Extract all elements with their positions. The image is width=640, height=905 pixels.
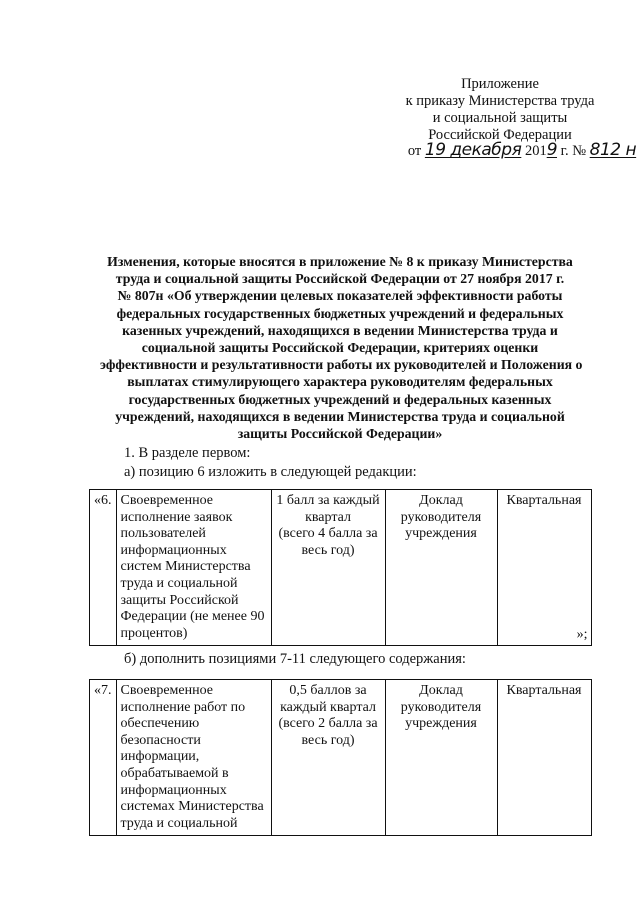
- order-number-label: г. №: [560, 143, 587, 159]
- title-line: государственных бюджетных учреждений и федеральных казенных: [128, 391, 552, 407]
- cell-line: безопасности: [120, 732, 201, 748]
- cell-line: информационных: [120, 782, 227, 798]
- appendix-line: и социальной защиты: [432, 110, 568, 126]
- cell-line: Доклад: [419, 683, 463, 698]
- criterion-description: [116, 680, 271, 836]
- report-form-cell: [385, 490, 497, 646]
- score-cell: [271, 490, 385, 646]
- order-date-handwritten: 19 декабря: [424, 140, 522, 160]
- table-row: [90, 490, 592, 646]
- title-line: Изменения, которые вносятся в приложение № 8 к приказу Министерства: [107, 254, 573, 269]
- cell-line: информационных: [120, 542, 227, 558]
- cell-line: информации,: [120, 749, 200, 765]
- position-number: «6.: [90, 490, 117, 646]
- position-number: «7.: [90, 680, 117, 836]
- title-line: защиты Российской Федерации»: [237, 426, 443, 442]
- cell-line: Доклад: [419, 493, 463, 508]
- closing-quote: »;: [576, 626, 588, 642]
- cell-line: учреждения: [405, 526, 477, 542]
- appendix-line: к приказу Министерства труда: [405, 93, 595, 109]
- cell-line: учреждения: [405, 716, 477, 732]
- cell-line: защиты Российской: [120, 592, 239, 608]
- title-line: труда и социальной защиты Российской Федерации от 27 ноября 2017 г.: [115, 271, 565, 287]
- order-date-number: [402, 142, 640, 160]
- cell-line: труда и социальной: [120, 815, 238, 831]
- cell-line: 0,5 баллов за: [289, 683, 367, 698]
- order-year-handwritten: 9: [546, 140, 558, 160]
- cell-line: обрабатываемой в: [120, 765, 229, 781]
- appendix-block: [380, 76, 637, 162]
- cell-line: системах Министерства: [120, 799, 264, 815]
- cell-line: исполнение работ по: [120, 699, 246, 715]
- cell-line: систем Министерства: [120, 559, 251, 575]
- cell-line: исполнение заявок: [120, 509, 233, 525]
- cell-line: (всего 4 балла за: [278, 526, 378, 542]
- title-line: федеральных государственных бюджетных учреждений и федеральных: [116, 305, 564, 321]
- position-7-table: [89, 679, 592, 836]
- title-line: выплатах стимулирующего характера руководителям федеральных: [127, 374, 553, 390]
- order-number-handwritten: 812 н: [589, 140, 637, 160]
- appendix-line: Российской Федерации: [428, 127, 572, 143]
- title-line: социальной защиты Российской Федерации, критериях оценки: [141, 340, 539, 356]
- item-a-text: а) позицию 6 изложить в следующей редакции:: [124, 464, 417, 480]
- cell-line: (всего 2 балла за: [278, 716, 378, 732]
- cell-line: Федерации (не менее 90: [120, 609, 265, 625]
- cell-line: каждый квартал: [280, 699, 376, 715]
- cell-line: труда и социальной: [120, 575, 238, 591]
- title-line: казенных учреждений, находящихся в ведении Министерства труда и: [122, 322, 558, 338]
- cell-line: квартал: [305, 509, 351, 525]
- cell-line: Квартальная: [506, 683, 582, 698]
- criterion-description: [116, 490, 271, 646]
- cell-line: 1 балл за каждый: [276, 493, 380, 508]
- order-year-prefix: 201: [524, 143, 547, 159]
- cell-line: Квартальная: [506, 493, 582, 508]
- title-line: № 807н «Об утверждении целевых показателей эффективности работы: [117, 288, 563, 304]
- cell-line: руководителя: [400, 699, 482, 715]
- item-b-text: б) дополнить позициями 7-11 следующего содержания:: [124, 651, 466, 667]
- table-row: [90, 680, 592, 836]
- frequency-cell: [497, 680, 591, 836]
- cell-line: процентов): [120, 625, 188, 641]
- position-6-table: [89, 489, 592, 646]
- cell-line: пользователей: [120, 526, 206, 542]
- title-line: учреждений, находящихся в ведении Министерства труда и социальной: [115, 408, 565, 424]
- document-title: [100, 253, 583, 442]
- frequency-cell: [497, 490, 591, 646]
- section-heading: 1. В разделе первом:: [124, 445, 251, 461]
- appendix-line: Приложение: [461, 76, 539, 92]
- cell-line: весь год): [301, 542, 355, 558]
- cell-line: обеспечению: [120, 716, 200, 732]
- order-date-prefix: от: [407, 143, 422, 159]
- report-form-cell: [385, 680, 497, 836]
- score-cell: [271, 680, 385, 836]
- title-line: эффективности и результативности работы их руководителей и Положения о: [100, 357, 583, 373]
- cell-line: весь год): [301, 732, 355, 748]
- cell-line: Своевременное: [120, 493, 214, 508]
- cell-line: руководителя: [400, 509, 482, 525]
- cell-line: Своевременное: [120, 683, 214, 698]
